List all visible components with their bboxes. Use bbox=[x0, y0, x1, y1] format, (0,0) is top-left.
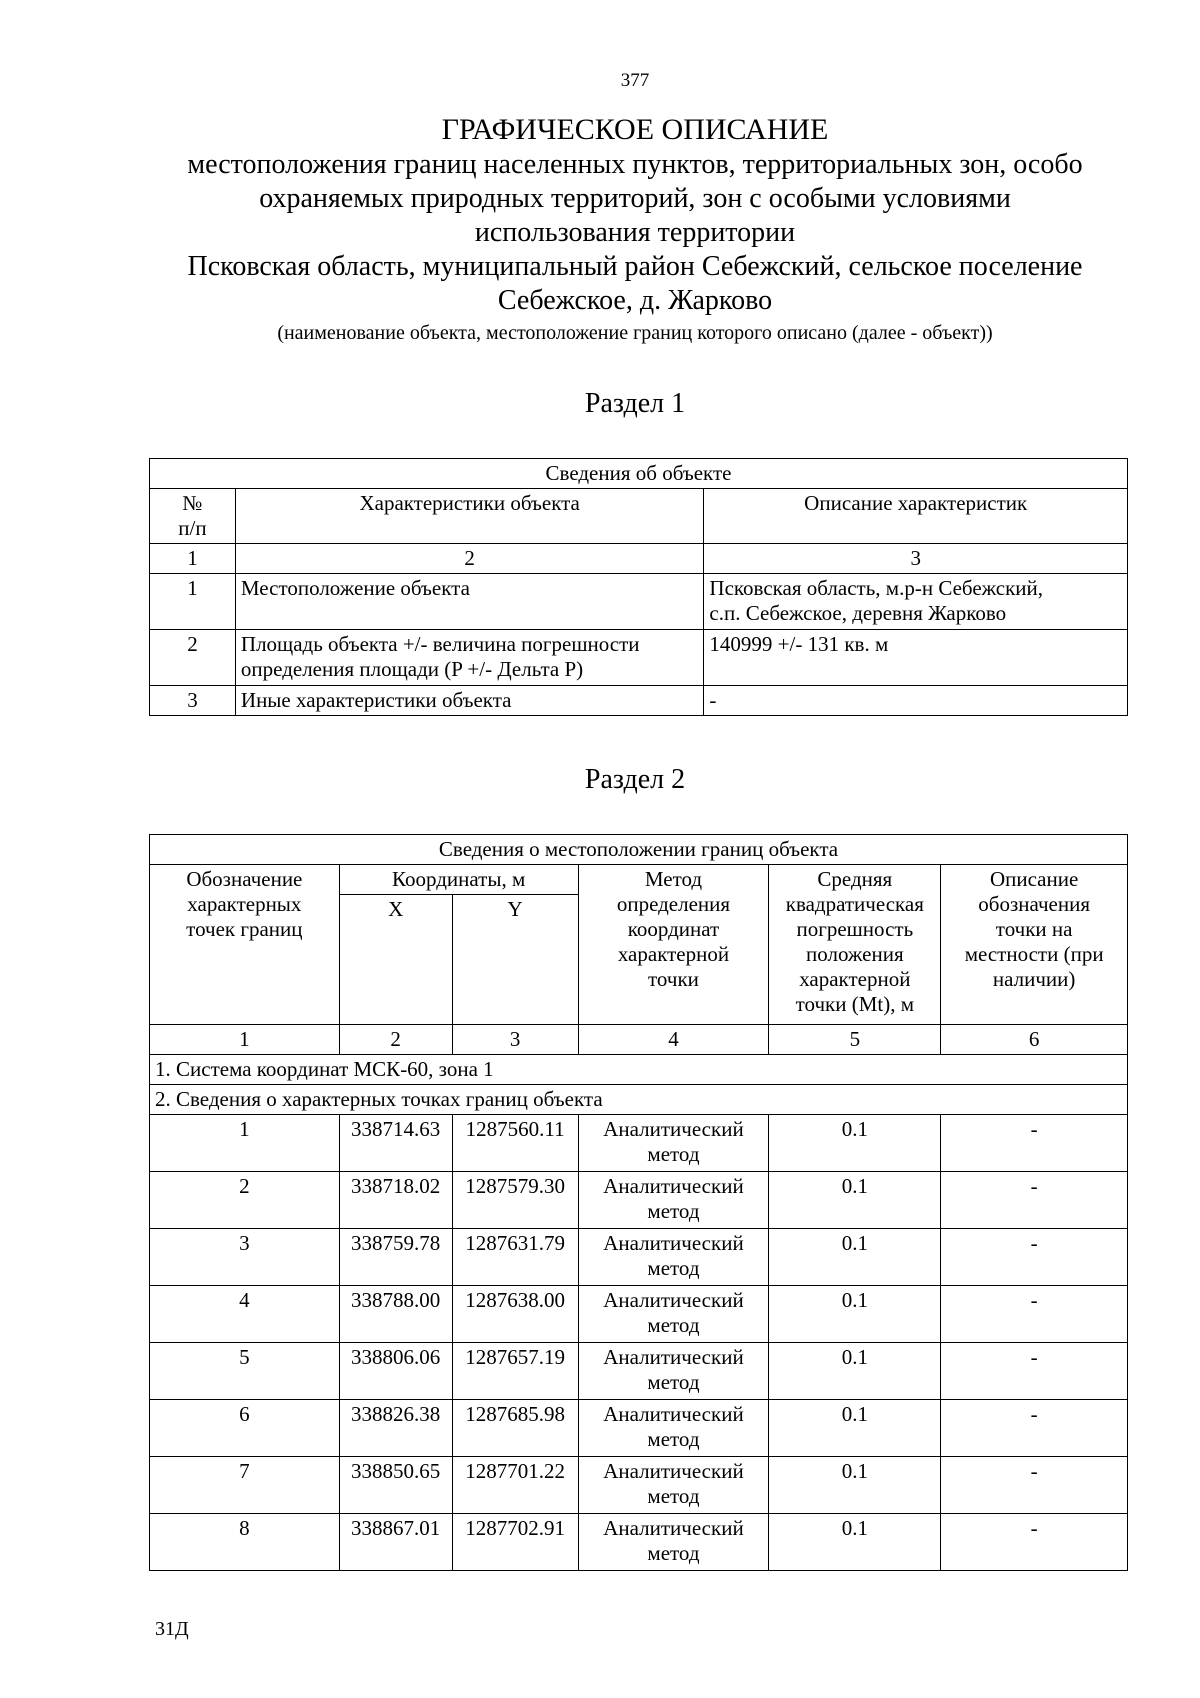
point-description: - bbox=[941, 1229, 1128, 1286]
characteristic-value: - bbox=[704, 686, 1128, 716]
object-name-note: (наименование объекта, местоположение границ которого описано (далее - объект)) bbox=[277, 322, 993, 344]
point-number: 5 bbox=[150, 1343, 340, 1400]
column-number: 3 bbox=[452, 1025, 578, 1055]
points-title-row bbox=[150, 1085, 1128, 1115]
table-row bbox=[150, 1343, 1128, 1400]
determination-method: Аналитический метод bbox=[578, 1457, 769, 1514]
row-number: 3 bbox=[150, 686, 236, 716]
table-title: Сведения об объекте bbox=[150, 459, 1128, 489]
object-info-table bbox=[149, 458, 1128, 716]
object-info-table-body bbox=[150, 459, 1128, 716]
header-point-designation: Обозначение характерных точек границ bbox=[150, 865, 340, 1025]
coordinate-x: 338826.38 bbox=[339, 1400, 452, 1457]
column-number: 2 bbox=[235, 544, 704, 574]
mean-square-error: 0.1 bbox=[769, 1400, 941, 1457]
mean-square-error: 0.1 bbox=[769, 1115, 941, 1172]
column-number: 2 bbox=[339, 1025, 452, 1055]
mean-square-error: 0.1 bbox=[769, 1343, 941, 1400]
header-description: Описание характеристик bbox=[704, 489, 1128, 544]
determination-method: Аналитический метод bbox=[578, 1514, 769, 1571]
table-row bbox=[150, 1115, 1128, 1172]
determination-method: Аналитический метод bbox=[578, 1400, 769, 1457]
table-row bbox=[150, 574, 1128, 630]
point-description: - bbox=[941, 1115, 1128, 1172]
point-description: - bbox=[941, 1457, 1128, 1514]
header-y: Y bbox=[452, 895, 578, 1025]
coordinate-y: 1287701.22 bbox=[452, 1457, 578, 1514]
coordinate-x: 338850.65 bbox=[339, 1457, 452, 1514]
characteristic-name: Площадь объекта +/- величина погрешности определения площади (P +/- Дельта P) bbox=[235, 630, 704, 686]
document-header bbox=[140, 112, 1130, 346]
characteristic-value: Псковская область, м.р-н Себежский, с.п. Себежское, деревня Жарково bbox=[704, 574, 1128, 630]
point-number: 1 bbox=[150, 1115, 340, 1172]
determination-method: Аналитический метод bbox=[578, 1343, 769, 1400]
coordinate-x: 338759.78 bbox=[339, 1229, 452, 1286]
column-number: 5 bbox=[769, 1025, 941, 1055]
mean-square-error: 0.1 bbox=[769, 1286, 941, 1343]
header-point-description: Описание обозначения точки на местности (при наличии) bbox=[941, 865, 1128, 1025]
boundary-points-table-body bbox=[150, 835, 1128, 1571]
table-row bbox=[150, 1229, 1128, 1286]
table-row bbox=[150, 1457, 1128, 1514]
header-number: № п/п bbox=[150, 489, 236, 544]
column-number: 1 bbox=[150, 1025, 340, 1055]
characteristic-name: Местоположение объекта bbox=[235, 574, 704, 630]
object-location-line-1: Псковская область, муниципальный район Себежский, сельское поселение bbox=[187, 251, 1083, 282]
coordinate-y: 1287579.30 bbox=[452, 1172, 578, 1229]
point-number: 6 bbox=[150, 1400, 340, 1457]
header-characteristics: Характеристики объекта bbox=[235, 489, 704, 544]
coordinate-x: 338788.00 bbox=[339, 1286, 452, 1343]
section-2-title: Раздел 2 bbox=[584, 764, 686, 795]
table-header-row bbox=[150, 865, 1128, 895]
table-row bbox=[150, 686, 1128, 716]
point-description: - bbox=[941, 1172, 1128, 1229]
column-number: 3 bbox=[704, 544, 1128, 574]
point-number: 3 bbox=[150, 1229, 340, 1286]
coordinate-y: 1287702.91 bbox=[452, 1514, 578, 1571]
mean-square-error: 0.1 bbox=[769, 1514, 941, 1571]
coordinate-y: 1287638.00 bbox=[452, 1286, 578, 1343]
coordinate-y: 1287631.79 bbox=[452, 1229, 578, 1286]
page-number: 377 bbox=[620, 70, 650, 91]
table-header-row bbox=[150, 489, 1128, 544]
characteristic-value: 140999 +/- 131 кв. м bbox=[704, 630, 1128, 686]
coordinate-x: 338718.02 bbox=[339, 1172, 452, 1229]
coordinate-y: 1287560.11 bbox=[452, 1115, 578, 1172]
row-number: 2 bbox=[150, 630, 236, 686]
object-location-line-2: Себежское, д. Жарково bbox=[497, 285, 773, 316]
points-section-title: 2. Сведения о характерных точках границ объекта bbox=[150, 1085, 1128, 1115]
table-title-row bbox=[150, 459, 1128, 489]
column-number: 1 bbox=[150, 544, 236, 574]
point-description: - bbox=[941, 1343, 1128, 1400]
coordinate-x: 338867.01 bbox=[339, 1514, 452, 1571]
header-x: X bbox=[339, 895, 452, 1025]
document-subtitle-line-1: местоположения границ населенных пунктов, территориальных зон, особо bbox=[187, 149, 1083, 180]
determination-method: Аналитический метод bbox=[578, 1172, 769, 1229]
table-row bbox=[150, 1286, 1128, 1343]
table-row bbox=[150, 630, 1128, 686]
point-number: 4 bbox=[150, 1286, 340, 1343]
point-description: - bbox=[941, 1514, 1128, 1571]
column-number: 4 bbox=[578, 1025, 769, 1055]
table-title-row bbox=[150, 835, 1128, 865]
mean-square-error: 0.1 bbox=[769, 1229, 941, 1286]
table-row bbox=[150, 1172, 1128, 1229]
coordinate-system: 1. Система координат МСК-60, зона 1 bbox=[150, 1055, 1128, 1085]
point-description: - bbox=[941, 1286, 1128, 1343]
coordinate-system-row bbox=[150, 1055, 1128, 1085]
document-subtitle-line-2: охраняемых природных территорий, зон с особыми условиями bbox=[259, 183, 1011, 214]
determination-method: Аналитический метод bbox=[578, 1115, 769, 1172]
point-description: - bbox=[941, 1400, 1128, 1457]
document-subtitle-line-3: использования территории bbox=[474, 217, 796, 248]
coordinate-y: 1287657.19 bbox=[452, 1343, 578, 1400]
coordinate-y: 1287685.98 bbox=[452, 1400, 578, 1457]
table-row bbox=[150, 1514, 1128, 1571]
header-coordinates: Координаты, м bbox=[339, 865, 578, 895]
determination-method: Аналитический метод bbox=[578, 1229, 769, 1286]
boundary-points-table bbox=[149, 834, 1128, 1571]
table-title: Сведения о местоположении границ объекта bbox=[150, 835, 1128, 865]
header-mean-square-error: Средняя квадратическая погрешность положения характерной точки (Mt), м bbox=[769, 865, 941, 1025]
section-1-title: Раздел 1 bbox=[584, 388, 686, 419]
table-row bbox=[150, 1400, 1128, 1457]
coordinate-x: 338806.06 bbox=[339, 1343, 452, 1400]
characteristic-name: Иные характеристики объекта bbox=[235, 686, 704, 716]
coordinate-x: 338714.63 bbox=[339, 1115, 452, 1172]
point-number: 8 bbox=[150, 1514, 340, 1571]
mean-square-error: 0.1 bbox=[769, 1172, 941, 1229]
point-number: 7 bbox=[150, 1457, 340, 1514]
row-number: 1 bbox=[150, 574, 236, 630]
point-number: 2 bbox=[150, 1172, 340, 1229]
header-method: Метод определения координат характерной точки bbox=[578, 865, 769, 1025]
mean-square-error: 0.1 bbox=[769, 1457, 941, 1514]
column-number-row bbox=[150, 1025, 1128, 1055]
page-footer-code: 31Д bbox=[155, 1618, 189, 1640]
column-number-row bbox=[150, 544, 1128, 574]
document-title: ГРАФИЧЕСКОЕ ОПИСАНИЕ bbox=[441, 113, 829, 146]
column-number: 6 bbox=[941, 1025, 1128, 1055]
determination-method: Аналитический метод bbox=[578, 1286, 769, 1343]
